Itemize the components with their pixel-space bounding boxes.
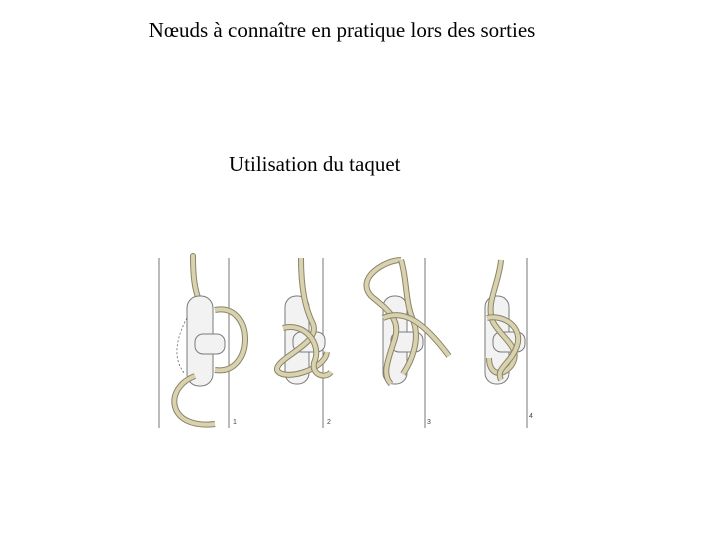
step-2-number: 2 [327, 419, 331, 426]
step-4-diagram [485, 260, 533, 420]
cleat-knot-illustration [155, 248, 575, 438]
slide-title: Nœuds à connaître en pratique lors des sorties [148, 18, 536, 42]
slide-subtitle: Utilisation du taquet [229, 152, 401, 176]
step-4-number: 4 [529, 413, 533, 420]
step-3-diagram [366, 260, 449, 426]
step-1-number: 1 [233, 419, 237, 426]
step-1-diagram [174, 256, 245, 426]
step-3-number: 3 [427, 419, 431, 426]
